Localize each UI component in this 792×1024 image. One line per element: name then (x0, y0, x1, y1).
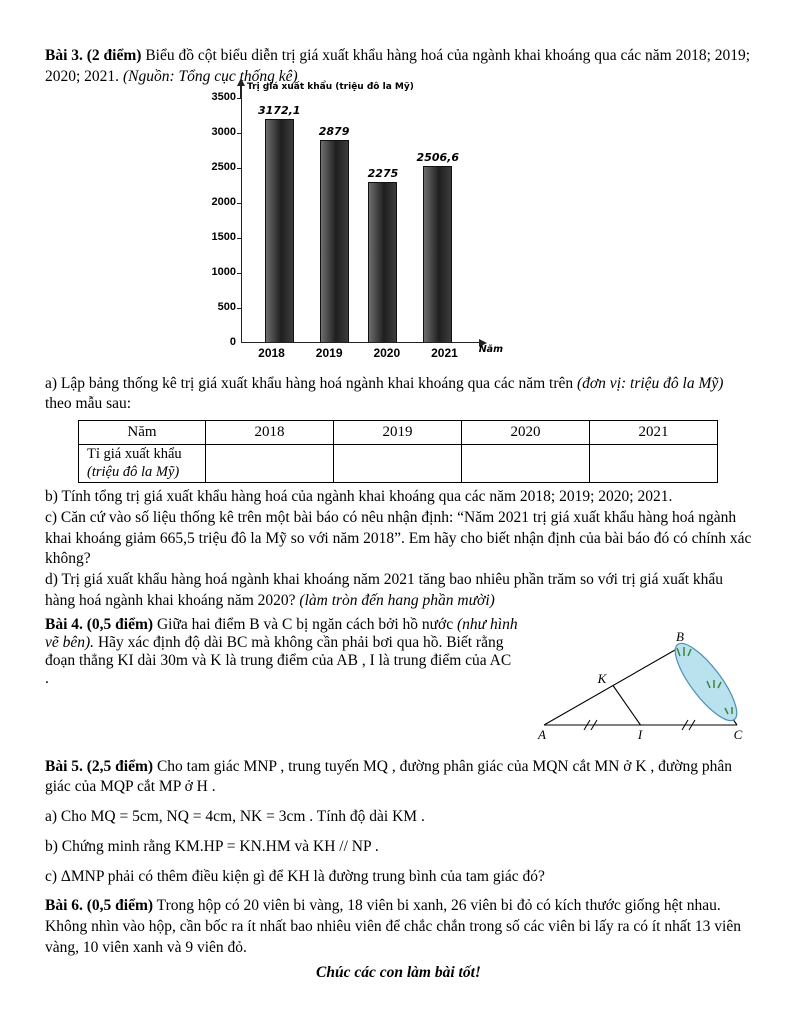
table-header-2019: 2019 (334, 421, 462, 445)
bar-group (258, 98, 300, 342)
table-header-2021: 2021 (590, 421, 718, 445)
problem-4-statement (45, 616, 518, 747)
problem-3-intro: Biểu đồ cột biểu diễn trị giá xuất khẩu hàng hoá của ngành khai khoáng qua các năm 2018; 2019; 2020; 2021. (45, 47, 751, 85)
y-tick-label: 2000 (211, 195, 236, 208)
y-tick-label: 3000 (211, 125, 236, 138)
problem-4 (45, 616, 752, 747)
problem-4-figure (532, 616, 752, 747)
point-label-K: K (597, 670, 607, 686)
bar (423, 166, 452, 341)
table-header-2020: 2020 (462, 421, 590, 445)
chart-bars (242, 98, 467, 342)
y-tick-label: 3500 (211, 90, 236, 103)
y-tick-label: 2500 (211, 160, 236, 173)
table-empty-cell (206, 445, 334, 483)
bar-value-label: 2275 (367, 167, 399, 181)
segment-KI (613, 685, 641, 725)
part-a-unit-note: (đơn vị: triệu đô la Mỹ) (577, 374, 724, 392)
table-empty-cell (462, 445, 590, 483)
chart-title: Trị giá xuất khẩu (triệu đô la Mỹ) (247, 81, 414, 92)
problem-3-part-b: b) Tính tổng trị giá xuất khẩu hàng hoá của ngành khai khoáng qua các năm 2018; 2019; 2020; 2021. (45, 488, 673, 506)
row-label-line1: Tỉ giá xuất khẩu (87, 446, 182, 463)
bar-value-label: 2879 (318, 125, 350, 139)
table-empty-cell (334, 445, 462, 483)
bar-value-label: 3172,1 (258, 104, 301, 118)
statistics-table (78, 420, 718, 483)
bar (320, 140, 349, 342)
x-tick-label: 2020 (373, 345, 401, 360)
y-tick-mark (237, 98, 242, 99)
problem-5-label: Bài 5. (2,5 điểm) (45, 757, 154, 775)
bar-group (417, 98, 459, 342)
problem-5 (45, 757, 752, 888)
table-row (79, 445, 718, 483)
point-label-I: I (637, 726, 643, 742)
y-tick-mark (237, 133, 242, 134)
bar-group (368, 98, 399, 342)
y-tick-mark (237, 308, 242, 309)
problem-3-label: Bài 3. (2 điểm) (45, 47, 142, 64)
x-tick-label: 2018 (258, 345, 285, 360)
y-axis-arrow-icon (237, 78, 245, 86)
table-empty-cell (590, 445, 718, 483)
x-tick-label: 2021 (431, 345, 458, 360)
point-label-B: B (676, 629, 684, 644)
table-header-2018: 2018 (206, 421, 334, 445)
x-tick-label: 2019 (315, 345, 343, 360)
y-axis-line (240, 85, 242, 98)
y-tick-label: 500 (217, 300, 236, 313)
bar (368, 182, 397, 341)
problem-4-text-2: Hãy xác định độ dài BC mà không cần phải bơi qua hồ. Biết rằng đoạn thẳng KI dài 30m và K là trung điểm của AB , I là trung điểm của AC . (45, 633, 512, 687)
y-tick-label: 1500 (211, 230, 236, 243)
problem-5-part-b: b) Chứng minh rằng KM.HP = KN.HM và KH // NP . (45, 837, 379, 855)
part-d-rounding-note: (làm tròn đến hang phần mười) (299, 591, 495, 609)
bar (265, 119, 294, 341)
problem-5-part-a: a) Cho MQ = 5cm, NQ = 4cm, NK = 3cm . Tính độ dài KM . (45, 808, 425, 826)
y-tick-mark (237, 203, 242, 204)
y-tick-label: 1000 (211, 265, 236, 278)
problem-3-part-a (45, 374, 752, 416)
problem-4-label: Bài 4. (0,5 điểm) (45, 615, 154, 633)
y-tick-mark (237, 238, 242, 239)
problem-6-label: Bài 6. (0,5 điểm) (45, 897, 154, 915)
problem-5-statement (45, 757, 752, 799)
y-tick-mark (237, 168, 242, 169)
problem-3-part-c: c) Căn cứ vào số liệu thống kê trên một bài báo có nêu nhận định: “Năm 2021 trị giá xuất khẩu hàng hoá ngành khai khoáng giảm 665,5 triệu đô la Mỹ so với năm 2018”. Em hãy cho biết nhận định của bài báo đó có chính xác không? (45, 508, 752, 568)
problem-5-part-c: c) ΔMNP phải có thêm điều kiện gì để KH là đường trung bình của tam giác đó? (45, 867, 545, 885)
y-tick-label: 0 (229, 335, 236, 348)
problem-4-text-1: Giữa hai điểm B và C bị ngăn cách bởi hồ nước (153, 615, 458, 633)
x-axis-title: Năm (478, 343, 503, 355)
problem-3-part-d (45, 570, 752, 612)
part-d-text: d) Trị giá xuất khẩu hàng hoá ngành khai khoáng năm 2021 tăng bao nhiêu phần trăm so với trị giá xuất khẩu hàng hoá ngành khai khoáng năm 2020? (45, 571, 724, 609)
problem-5-intro: Cho tam giác MNP , trung tuyến MQ , đường phân giác của MQN cắt MN ở K , đường phân giác của MQP cắt MP ở H . (45, 757, 732, 796)
part-a-text: a) Lập bảng thống kê trị giá xuất khẩu hàng hoá ngành khai khoáng qua các năm trên (45, 374, 577, 392)
table-header-row (79, 421, 718, 445)
problem-4-figure-note: (như hình vẽ bên). (45, 615, 518, 651)
y-tick-mark (237, 273, 242, 274)
part-a-text-after: theo mẫu sau: (45, 395, 132, 413)
problem-3-source: (Nguồn: Tổng cục thống kê) (122, 67, 298, 85)
lake-figure (532, 630, 752, 742)
problem-6-statement (45, 896, 752, 958)
point-label-A: A (538, 726, 546, 742)
point-label-C: C (733, 726, 743, 742)
chart-xlabels (241, 343, 467, 360)
row-label-line2: (triệu đô la Mỹ) (87, 463, 180, 480)
bar-value-label: 2506,6 (416, 151, 459, 165)
closing-wish: Chúc các con làm bài tốt! (316, 963, 481, 981)
table-header-nam: Năm (79, 421, 206, 445)
bar-chart (195, 81, 515, 360)
bar-group (319, 98, 350, 342)
table-row-label (79, 445, 206, 483)
problem-6-text: Trong hộp có 20 viên bi vàng, 18 viên bi xanh, 26 viên bi đỏ có kích thước giống hệt nhau. Không nhìn vào hộp, cần bốc ra ít nhất bao nhiêu viên để chắc chắn trong số các viên bi lấy ra có ít nhất 13 viên vàng, 10 viên xanh và 9 viên đỏ. (45, 897, 741, 957)
